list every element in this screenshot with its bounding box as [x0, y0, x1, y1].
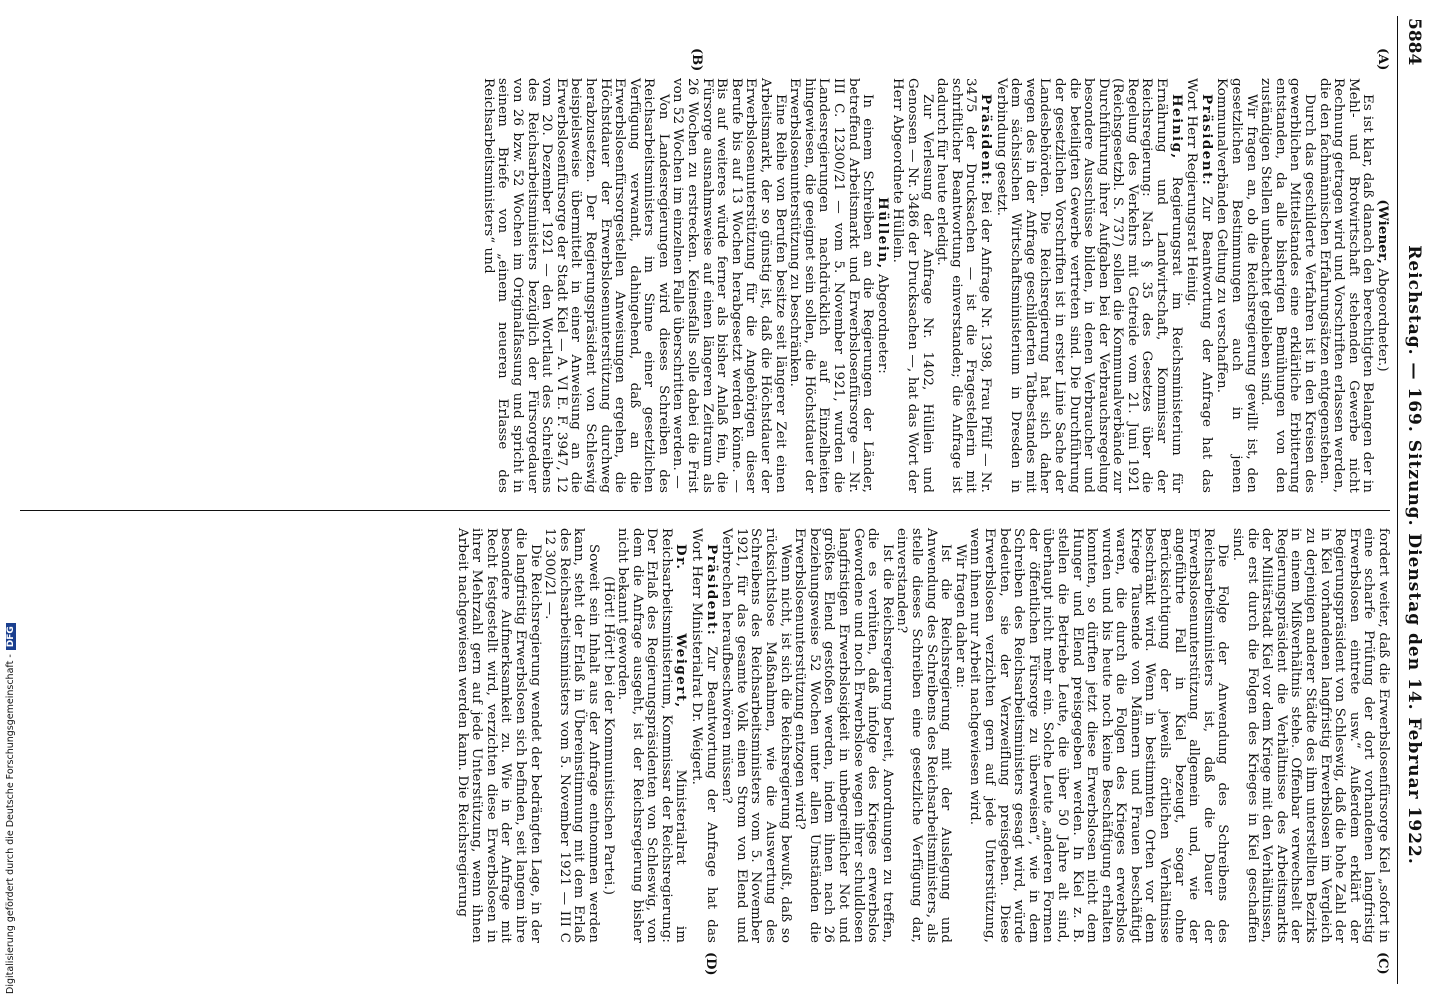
- credit-text: Digitalisierung gefördert durch die Deutsche Forschungsgemeinschaft -: [5, 654, 16, 994]
- page-number: 5884: [1404, 18, 1424, 66]
- margin-mark-b: (B): [689, 48, 704, 72]
- margin-mark-a: (A): [1375, 48, 1390, 71]
- paragraph: In einem Schreiben an die Regierungen der Länder, betreffend Arbeitsmarkt und Erwerbslosenfürsorge — Nr. III C. 12300/21 — vom 5. November 1921, wurden die Landesregierungen nachdrücklich auf Einzelheiten hingewiesen, die geeignet sein sollen, die Höchstdauer der Erwerbslosenunterstützung zu beschränken.: [787, 78, 876, 493]
- page-title: Reichstag. — 169. Sitzung. Dienstag den 14. Februar 1922.: [1404, 245, 1424, 865]
- paragraph: Wenn nicht, ist sich die Reichsregierung bewußt, daß so rücksichtslose Maßnahmen, wie die Auswertung des Schreibens des Reichsarbeitsministers vom 5. November 1921, für das gesamte Volk einen Strom von Elend und Verbrechen heraufbeschwören müssen?: [719, 528, 793, 943]
- paragraph: fordert weiter, daß die Erwerbslosenfürsorge Kiel „sofort in eine scharfe Prüfung der dort vorhandenen langfristig Erwerbslosen eintrete usw.“ Außerdem erklärt der Regierungspräsident von Schleswig, daß die hohe Zahl der in Kiel vorhandenen langfristig Erwerbslosen im Vergleich zu derjenigen anderer Städte des ihm unterstellten Bezirks in einem Mißverhältnis stehe. Offenbar verwechselt der Regierungspräsident die Verhältnisse des Arbeitsmarkts der Militärstadt Kiel vor dem Kriege mit den Verhältnissen, die erst durch die Folgen des Krieges in Kiel geschaffen sind.: [1230, 528, 1391, 943]
- page-header: [1398, 18, 1428, 982]
- paragraph: Soweit sein Inhalt aus der Anfrage entnommen werden kann, steht der Erlaß in Übereinstimmung mit dem Erlaß des Reichsarbeitsministers vom 5. November 1921 — III C 12 300/21 —.: [542, 528, 601, 943]
- paragraph-interjection: (Hört! Hört! bei der Kommunistischen Partei.): [600, 575, 616, 896]
- paragraph: Wir fragen daher an:: [952, 544, 968, 689]
- paragraph: Die Folge der Anwendung des Schreibens des Reichsarbeitsministers ist, daß die Dauer der Erwerbslosenunterstützung allgemein und, wie der angeführte Fall in Kiel bezeugt, sogar ohne Berücksichtigung der jeweils örtlichen Verhältnisse beschränkt wird. Wenn in bestimmten Orten vor dem Kriege Tausende von Männern und Frauen beschäftigt waren, die durch die Folgen des Krieges erwerbslos wurden und bis heute noch keine Beschäftigung erhalten konnten, so dürften jetzt diese Erwerbslosen nicht dem Hunger und Elend preisgegeben werden. In Kiel z. B. stellen die Betriebe Leute, die über 50 Jahre alt sind, überhaupt nicht mehr ein. Solche Leute „anderen Formen der öffentlichen Fürsorge zu überweisen“, wie in dem Schreiben des Reichsarbeitsministers gesagt wird, würde bedeuten, sie der Verzweiflung preisgeben. Diese Erwerbslosen verzichten gern auf jede Unterstützung, wenn ihnen nur Arbeit nachgewiesen wird.: [967, 528, 1231, 943]
- paragraph: Präsident: Bei der Anfrage Nr. 1398, Frau Pfülf — Nr. 3475 der Drucksachen — ist die Fragestellerin mit schriftlicher Beantwortung einverstanden; die Anfrage ist dadurch für heute erledigt.: [934, 78, 994, 493]
- margin-mark-d: (D): [703, 952, 718, 976]
- column-divider: [20, 510, 1390, 511]
- left-column: [480, 78, 1390, 493]
- right-column: [454, 528, 1390, 943]
- paragraph: Präsident: Zur Beantwortung der Anfrage hat das Wort Herr Ministerialrat Dr. Weigert.: [689, 528, 720, 943]
- paragraph: Von Landesregierungen wird dieses Schreiben des Reichsarbeitsministers im Sinne einer gesetzlichen Verfügung verwandt, dahingehend, daß an die Erwerbslosenfürsorgestellen Anweisungen ergehen, die Höchstdauer der Erwerbslosenunterstützung durchweg herabzusetzen. Der Regierungspräsident von Schleswig beispielsweise übermittelt in einer Anweisung an die Erwerbslosenfürsorge der Stadt Kiel — A. VI E. F. 3947, 12 vom 20. Dezember 1921 — den Wortlaut des Schreibens des Reichsarbeitsministers bezüglich der Fürsorgedauer von 26 bzw. 52 Wochen im Originalfassung und spricht in seinem Briefe von „einem neueren Erlasse des Reichsarbeitsministers“ und: [480, 78, 671, 493]
- paragraph: Durch das geschilderte Verfahren ist in den Kreisen des gewerblichen Mittelstandes eine erklärliche Erbitterung entstanden, da alle bisherigen Bemühungen von den zuständigen Stellen unbeachtet geblieben sind.: [1258, 78, 1318, 493]
- paragraph: Eine Reihe von Berufen besitze seit längerer Zeit einen Arbeitsmarkt, der so günstig ist, daß die Höchstdauer der Erwerbslosenunterstützung für die Angehörigen dieser Berufe bis auf 13 Wochen herabgesetzt werden könne. — Bis auf weiteres würde ferner als bisher Anlaß fein, die Fürsorge ausnahmsweise auf einen längeren Zeitraum als 26 Wochen zu erstrecken. Keinesfalls solle dabei die Frist von 52 Wochen im einzelnen Falle überschritten werden. —: [670, 78, 788, 493]
- dfg-logo: DFG: [6, 623, 16, 650]
- digitization-credit: [2, 394, 16, 994]
- paragraph: Heinig, Regierungsrat im Reichsministerium für Ernährung und Landwirtschaft, Kommissar der Reichsregierung: Nach § 35 des Gesetzes über die Regelung des Verkehrs mit Getreide vom 21. Juni 1921 (Reichsgesetzbl. S. 737) sollen die Kommunalverbände zur Durchführung ihrer Aufgaben bei der Verbrauchsregelung besondere Ausschüsse bilden, in denen Verbraucher und die beteiligten Gewerbe vertreten sind. Die Durchführung der gesetzlichen Vorschriften ist in erster Linie Sache der Landesbehörden. Die Reichsregierung hat sich daher wegen des in der Anfrage geschilderten Tatbestandes mit dem sächsischen Wirtschaftsministerium in Dresden in Verbindung gesetzt.: [993, 78, 1185, 493]
- paragraph: Dr. Weigert, Ministerialrat im Reichsarbeitsministerium, Kommissar der Reichsregierung: Der Erlaß des Regierungspräsidenten von Schleswig, von dem die Anfrage ausgeht, ist der Reichsregierung bisher nicht bekannt geworden.: [615, 528, 690, 944]
- paragraph: Die Reichsregierung wendet der bedrängten Lage, in der die langfristig Erwerbslosen sich befinden, seit langem ihre besondere Aufmerksamkeit zu. Wie in der Anfrage mit Recht festgestellt wird, verzichten diese Erwerbslosen in ihrer Mehrzahl gern auf jede Unterstützung, wenn ihnen Arbeit nachgewiesen werden kann. Die Reichsregierung: [454, 528, 543, 943]
- paragraph: Ist die Reichsregierung mit der Auslegung und Anwendung des Schreibens des Reichsarbeitsministers, als stelle dieses Schreiben eine gesetzliche Verfügung dar, einverstanden?: [894, 528, 954, 943]
- paragraph: Ist die Reichsregierung bereit, Anordnungen zu treffen, die es verhüten, daß infolge des Krieges erwerbslos Gewordene und noch Erwerbslose wegen ihrer schuldlosen langfristigen Erwerbslosigkeit in unbegreiflicher Not und größtes Elend gestoßen werden, indem ihnen nach 26 beziehungsweise 52 Wochen unter allen Umständen die Erwerbslosenunterstützung entzogen wird?: [792, 528, 895, 943]
- paragraph: Präsident: Zur Beantwortung der Anfrage hat das Wort Herr Regierungsrat Heinig.: [1184, 78, 1215, 493]
- paragraph-speaker-wiener: (Wiener, Abgeordneter.): [1375, 199, 1391, 372]
- header-rule: [1397, 16, 1398, 984]
- paragraph-speaker-huellein: Hüllein, Abgeordneter:: [874, 197, 891, 374]
- paragraph: Wir fragen an, ob die Reichsregierung gewillt ist, den gesetzlichen Bestimmungen auch in jenen Kommunalverbänden Geltung zu verschaffen.: [1214, 78, 1259, 493]
- paragraph: Es ist klar, daß danach den berechtigten Belangen der in Mehl- und Brotwirtschaft stehenden Gewerbe nicht Rechnung getragen wird und Vorschriften erlassen werden, die den fachmännischen Erfahrungsätzen entgegenstehen.: [1316, 78, 1376, 493]
- margin-mark-c: (C): [1375, 952, 1390, 975]
- paragraph: Zur Verlesung der Anfrage Nr. 1402, Hüllein und Genossen — Nr. 3486 der Drucksachen —, hat das Wort der Herr Abgeordnete Hüllein.: [890, 78, 935, 493]
